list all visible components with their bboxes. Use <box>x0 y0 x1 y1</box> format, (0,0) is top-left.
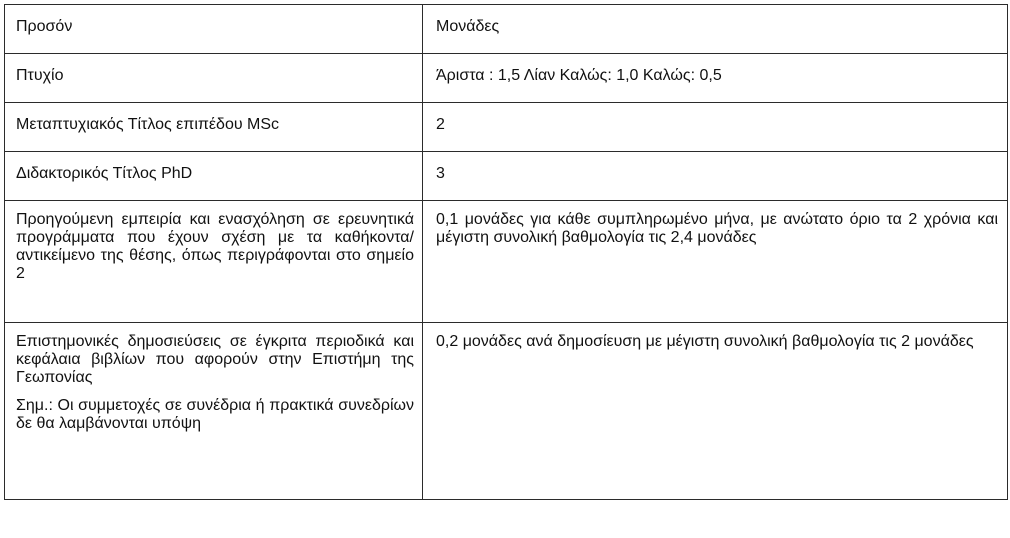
points-cell <box>423 152 1008 201</box>
points-cell <box>423 201 1008 323</box>
points-cell <box>423 54 1008 103</box>
points-cell <box>423 323 1008 500</box>
table-row <box>5 201 1008 323</box>
criterion-cell <box>5 323 423 500</box>
criterion-note-text: Σημ.: Οι συμμετοχές σε συνέδρια ή πρακτικά συνεδρίων δε θα λαμβάνονται υπόψη <box>16 397 414 432</box>
qualifications-table <box>4 4 1008 500</box>
criterion-text: Πτυχίο <box>16 67 64 84</box>
table-header-row <box>5 5 1008 54</box>
criterion-cell <box>5 103 423 152</box>
criterion-text: Διδακτορικός Τίτλος PhD <box>16 165 193 182</box>
criterion-cell <box>5 152 423 201</box>
table-row <box>5 152 1008 201</box>
criterion-text: Επιστημονικές δημοσιεύσεις σε έγκριτα περιοδικά και κεφάλαια βιβλίων που αφορούν στην Επιστήμη της Γεωπονίας <box>16 333 414 386</box>
points-cell <box>423 103 1008 152</box>
table-row <box>5 103 1008 152</box>
points-text: 0,1 μονάδες για κάθε συμπληρωμένο μήνα, με ανώτατο όριο τα 2 χρόνια και μέγιστη συνολική βαθμολογία τις 2,4 μονάδες <box>436 211 998 246</box>
criterion-cell <box>5 201 423 323</box>
table-row <box>5 323 1008 500</box>
header-points-text: Μονάδες <box>436 18 500 35</box>
header-criterion-text: Προσόν <box>16 18 73 35</box>
table-row <box>5 54 1008 103</box>
points-text: 3 <box>436 165 445 182</box>
header-cell-points <box>423 5 1008 54</box>
criterion-text: Προηγούμενη εμπειρία και ενασχόληση σε ερευνητικά προγράμματα που έχουν σχέση με τα καθήκοντα/αντικείμενο της θέσης, όπως περιγράφονται στο σημείο 2 <box>16 211 414 282</box>
criterion-cell <box>5 54 423 103</box>
criterion-text: Μεταπτυχιακός Τίτλος επιπέδου MSc <box>16 116 280 133</box>
points-text: 2 <box>436 116 445 133</box>
header-cell-criterion <box>5 5 423 54</box>
points-text: 0,2 μονάδες ανά δημοσίευση με μέγιστη συνολική βαθμολογία τις 2 μονάδες <box>436 333 974 350</box>
criterion-cell-content <box>5 323 422 433</box>
points-text: Άριστα : 1,5 Λίαν Καλώς: 1,0 Καλώς: 0,5 <box>436 67 722 84</box>
